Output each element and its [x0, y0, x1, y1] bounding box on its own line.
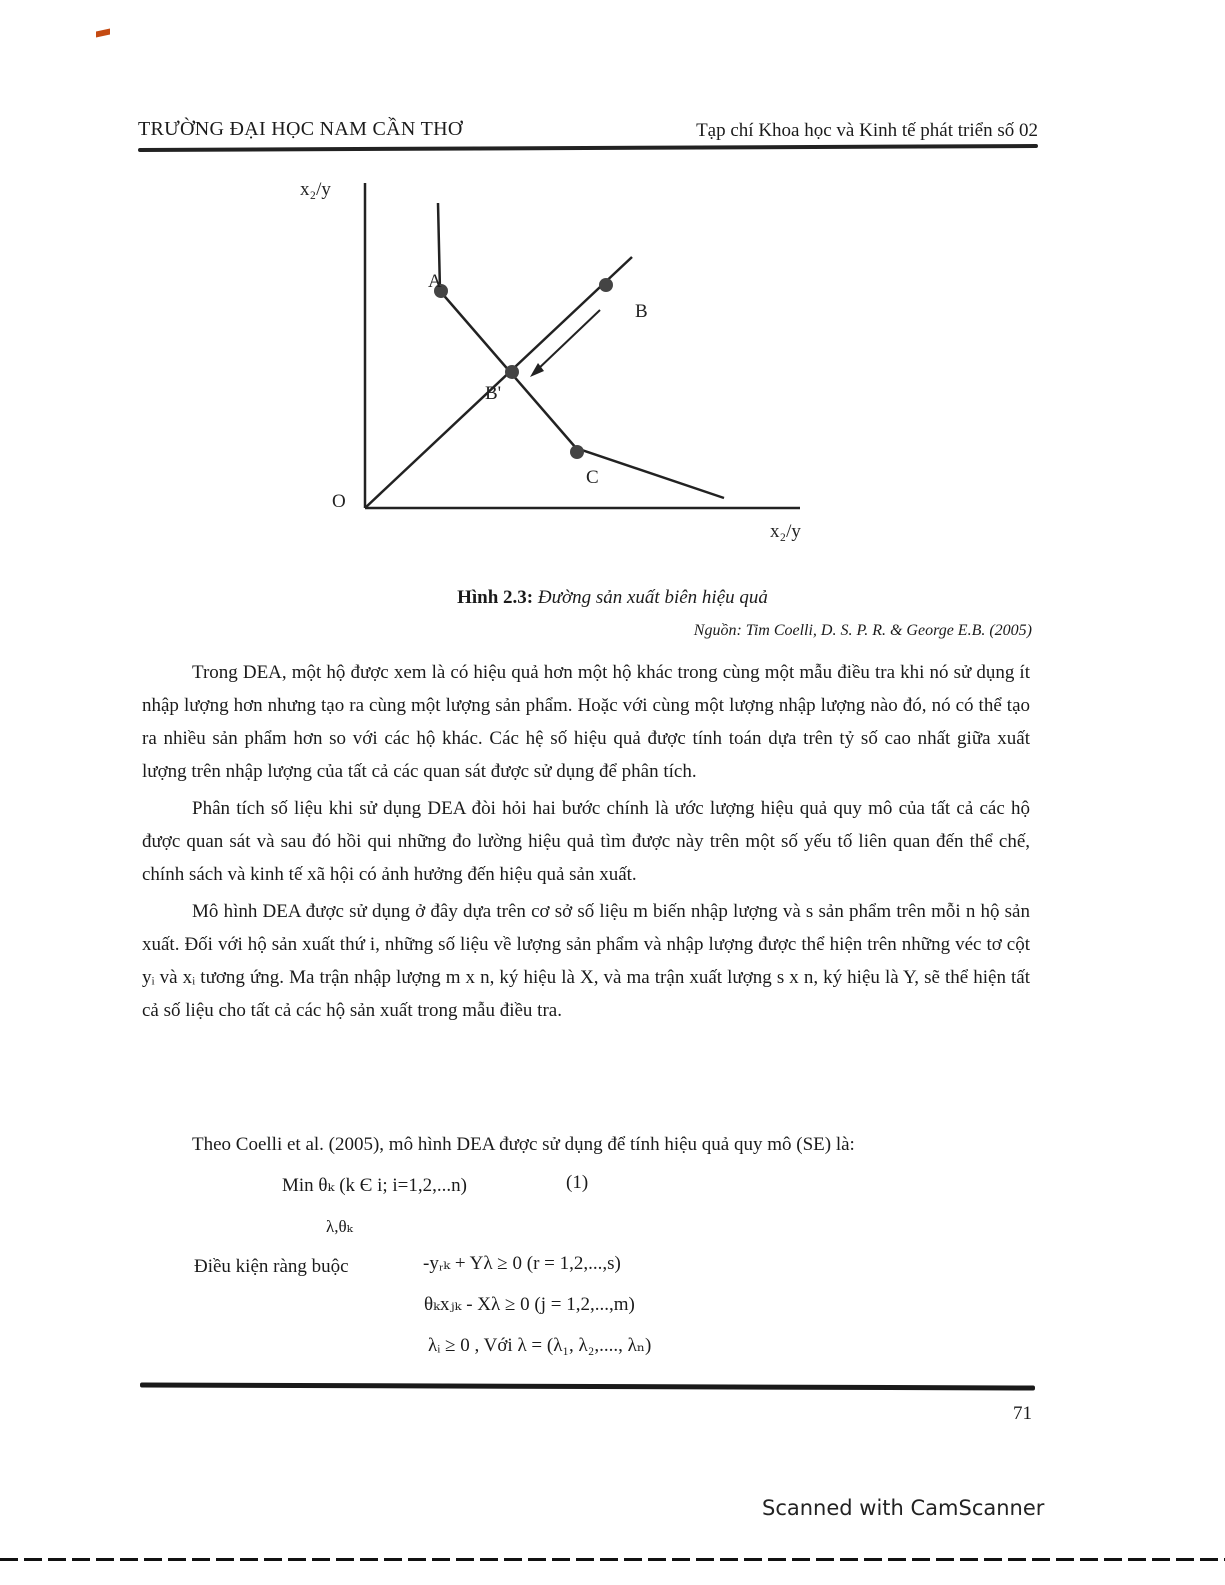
- point-b-label: B: [635, 301, 648, 322]
- constraint-output: -yᵣₖ + Yλ ≥ 0 (r = 1,2,...,s): [423, 1253, 621, 1274]
- figure-source: Nguồn: Tim Coelli, D. S. P. R. & George E.B. (2005): [693, 622, 1032, 639]
- point-b: [599, 278, 613, 292]
- figure-caption: [0, 587, 1225, 609]
- constraint-input: θₖxⱼₖ - Xλ ≥ 0 (j = 1,2,...,m): [424, 1294, 635, 1315]
- point-a-label: A: [428, 271, 442, 292]
- point-c: [570, 445, 584, 459]
- y-axis-label: x₂/y: [300, 179, 331, 200]
- page-header: [138, 112, 1038, 162]
- page-number: 71: [1013, 1403, 1032, 1424]
- bottom-dashed-line: [0, 1558, 1225, 1561]
- equation-number: (1): [566, 1172, 589, 1193]
- production-frontier-figure: [280, 165, 840, 560]
- origin-label: O: [332, 491, 346, 512]
- x-axis-label: x₂/y: [770, 521, 801, 542]
- model-intro: Theo Coelli et al. (2005), mô hình DEA được sử dụng để tính hiệu quả quy mô (SE) là:: [192, 1134, 855, 1155]
- scan-watermark: Scanned with CamScanner: [762, 1496, 1045, 1520]
- caption-text: Đường sản xuất biên hiệu quả: [537, 587, 768, 608]
- point-b-prime-label: B': [485, 383, 502, 404]
- point-c-label: C: [586, 467, 599, 488]
- footer-rule: [140, 1382, 1035, 1390]
- paragraph: Phân tích số liệu khi sử dụng DEA đòi hỏi hai bước chính là ước lượng hiệu quả quy mô của tất cả các hộ được quan sát và sau đó hồi qui những đo lường hiệu quả tìm được này trên một số yếu tố liên quan đến thể chế, chính sách và kinh tế xã hội có ảnh hưởng đến hiệu quả sản xuất.: [142, 798, 1030, 885]
- paragraph: Trong DEA, một hộ được xem là có hiệu quả hơn một hộ khác trong cùng một mẫu điều tra khi nó sử dụng ít nhập lượng hơn nhưng tạo ra cùng một lượng sản phẩm. Hoặc với cùng một lượng nhập lượng nào đó, nó có thể tạo ra nhiều sản phẩm hơn so với các hộ khác. Các hệ số hiệu quả được tính toán dựa trên tỷ số cao nhất giữa xuất lượng trên nhập lượng của tất cả các quan sát được sử dụng để phân tích.: [142, 662, 1030, 782]
- objective-function: Min θₖ (k Є i; i=1,2,...n): [282, 1175, 467, 1196]
- objective-subscript: λ,θₖ: [326, 1217, 353, 1236]
- constraint-lambda: λᵢ ≥ 0 , Với λ = (λ₁, λ₂,...., λₙ): [428, 1335, 652, 1356]
- header-journal: Tạp chí Khoa học và Kinh tế phát triển số 02: [696, 120, 1038, 141]
- header-institution: TRƯỜNG ĐẠI HỌC NAM CẦN THƠ: [138, 118, 463, 140]
- frontier-diagram: [280, 165, 840, 560]
- paragraph: Mô hình DEA được sử dụng ở đây dựa trên cơ sở số liệu m biến nhập lượng và s sản phẩm trên mỗi n hộ sản xuất. Đối với hộ sản xuất thứ i, những số liệu về lượng sản phẩm và nhập lượng được thể hiện trên những véc tơ cột yᵢ và xᵢ tương ứng. Ma trận nhập lượng m x n, ký hiệu là X, và ma trận xuất lượng s x n, ký hiệu là Y, sẽ thể hiện tất cả số liệu cho tất cả các hộ sản xuất trong mẫu điều tra.: [142, 901, 1030, 1021]
- projection-arrow: [536, 310, 600, 371]
- point-b-prime: [505, 365, 519, 379]
- header-rule: [138, 144, 1038, 152]
- constraint-label: Điều kiện ràng buộc: [194, 1256, 349, 1277]
- caption-label: Hình 2.3:: [457, 587, 534, 608]
- body-text: [142, 656, 1030, 1031]
- corner-mark: [96, 29, 110, 38]
